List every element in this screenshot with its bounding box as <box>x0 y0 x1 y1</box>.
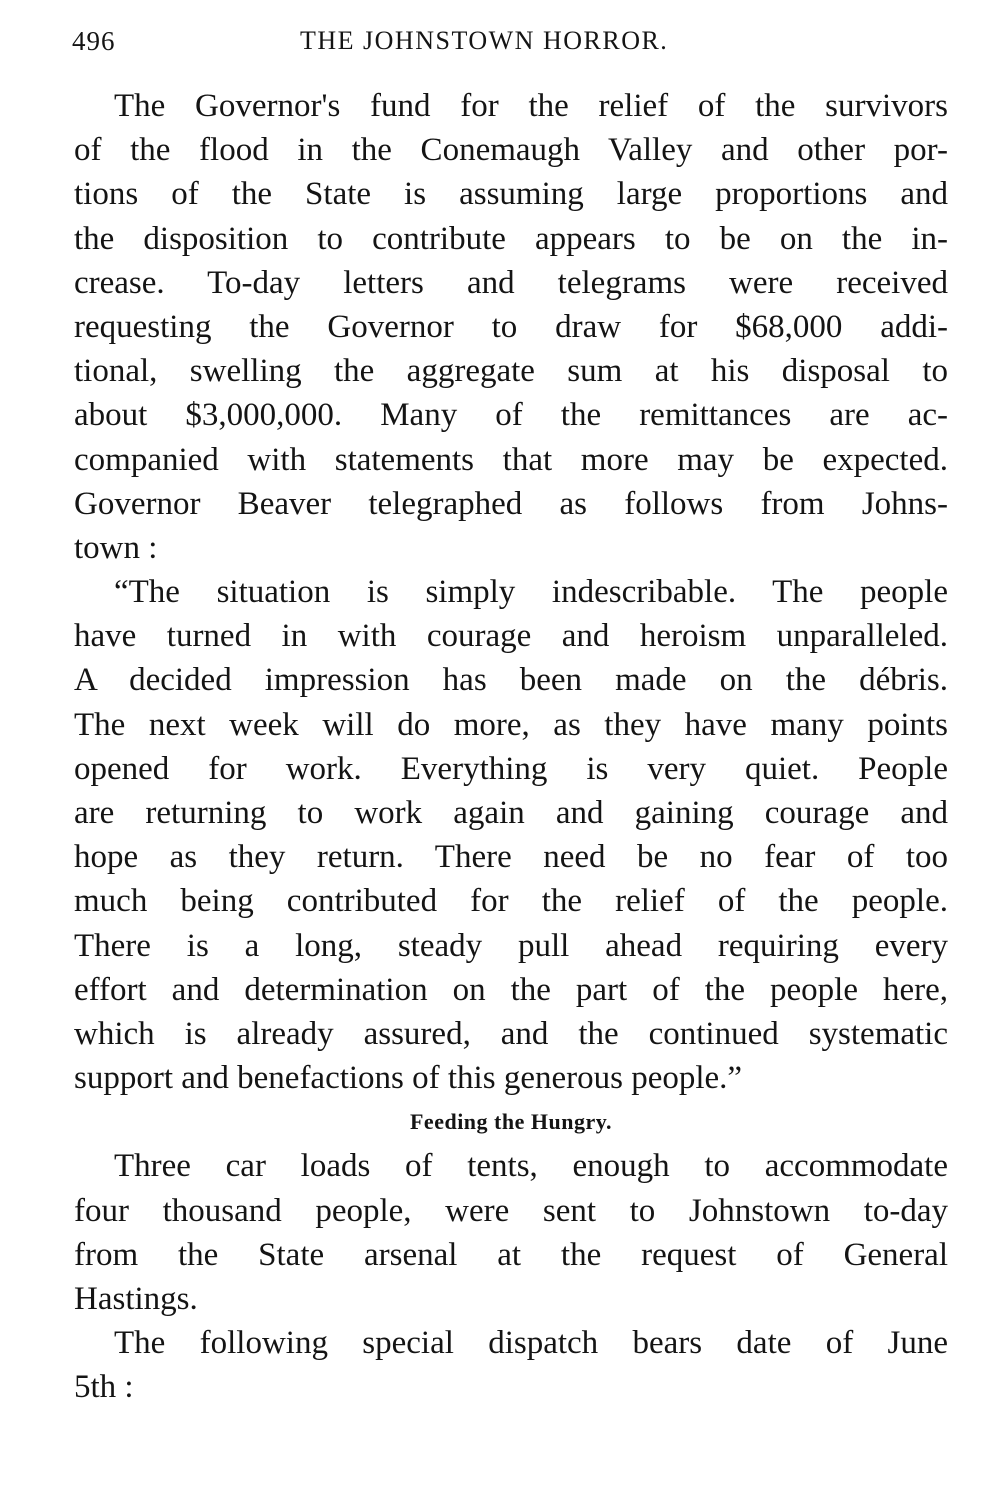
quote-line: effort and determination on the part of the people here, <box>74 971 948 1008</box>
text-line: crease. To-day letters and telegrams were received <box>74 264 948 301</box>
quote-line: hope as they return. There need be no fear of too <box>74 839 948 876</box>
quote-line: support and benefactions of this generous people.” <box>74 1060 743 1097</box>
quote-line: opened for work. Everything is very quiet. People <box>74 750 948 787</box>
quote-line: There is a long, steady pull ahead requiring every <box>74 927 948 964</box>
text-line: Three car loads of tents, enough to accommodate <box>114 1148 948 1185</box>
page-number: 496 <box>72 26 116 56</box>
section-subheading: Feeding the Hungry. <box>409 1109 612 1135</box>
text-line: about $3,000,000. Many of the remittances are ac- <box>74 397 948 434</box>
quote-line: The next week will do more, as they have many points <box>74 706 948 743</box>
quote-line: are returning to work again and gaining courage and <box>74 795 948 831</box>
text-line: from the State arsenal at the request of General <box>74 1236 948 1273</box>
page-header <box>72 24 952 64</box>
quote-line: “The situation is simply indescribable. The people <box>114 574 948 611</box>
text-line: 5th : <box>74 1369 134 1406</box>
text-line: The following special dispatch bears date of June <box>114 1325 948 1362</box>
text-line: town : <box>74 529 158 566</box>
text-line: Governor Beaver telegraphed as follows from Johns- <box>74 485 948 522</box>
quote-line: much being contributed for the relief of the people. <box>74 883 948 920</box>
text-line: the disposition to contribute appears to be on the in- <box>74 220 948 257</box>
body-text <box>74 84 948 1409</box>
text-line: The Governor's fund for the relief of the survivors <box>114 88 948 124</box>
text-line: requesting the Governor to draw for $68,000 addi- <box>74 308 948 345</box>
running-head: THE JOHNSTOWN HORROR. <box>300 26 669 55</box>
quote-line: which is already assured, and the continued systematic <box>74 1015 948 1052</box>
text-line: companied with statements that more may be expected. <box>74 441 948 478</box>
text-line: four thousand people, were sent to Johnstown to-day <box>74 1192 948 1229</box>
text-line: of the flood in the Conemaugh Valley and other por- <box>74 132 948 169</box>
text-line: Hastings. <box>74 1280 198 1317</box>
text-line: tions of the State is assuming large proportions and <box>74 176 948 213</box>
quote-line: A decided impression has been made on the débris. <box>74 662 948 699</box>
quote-line: have turned in with courage and heroism unparalleled. <box>74 618 948 655</box>
text-line: tional, swelling the aggregate sum at his disposal to <box>74 353 948 390</box>
